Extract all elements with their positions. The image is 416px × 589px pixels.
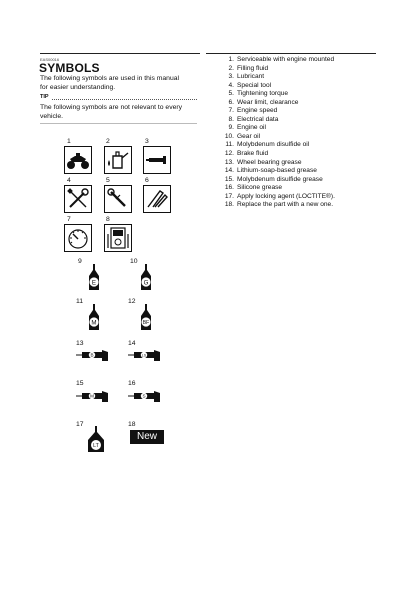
torque-wrench-icon (104, 185, 132, 213)
legend-item: 14. Lithium-soap-based grease (224, 167, 317, 175)
symbol-number-3: 3 (145, 138, 149, 145)
section-code: EAS00016 (40, 57, 60, 62)
legend-item: 6. Wear limit, clearance (228, 98, 299, 106)
intro-line-1: The following symbols are used in this manual (40, 75, 180, 82)
page-title: SYMBOLS (39, 61, 100, 75)
legend-item: 3. Lubricant (228, 73, 265, 81)
legend-item: 10. Gear oil (224, 132, 261, 140)
legend-item: 17. Apply locking agent (LOCTITE®). (224, 192, 335, 200)
symbol-number-16: 16 (128, 380, 136, 387)
legend-item: 2. Filling fluid (228, 64, 269, 72)
intro-line-2: for easier understanding. (40, 83, 116, 91)
header-rule-right (206, 53, 376, 54)
atv-engine-icon (64, 146, 92, 174)
symbol-number-2: 2 (106, 138, 110, 145)
symbol-number-11: 11 (76, 298, 84, 305)
molybdenum-grease-icon (76, 390, 112, 402)
tip-end-rule (40, 123, 197, 124)
symbol-number-4: 4 (67, 177, 71, 184)
legend-item: 15. Molybdenum disulfide grease (224, 175, 323, 183)
tachometer-icon (64, 224, 92, 252)
legend-item: 12. Brake fluid (224, 150, 269, 158)
oil-can-icon (104, 146, 132, 174)
tip-dotted-line (52, 99, 197, 100)
symbol-number-18: 18 (128, 421, 136, 428)
symbol-number-14: 14 (128, 340, 136, 347)
legend-item: 11. Molybdenum disulfide oil (225, 141, 310, 149)
new-part-badge: New (130, 430, 164, 444)
symbol-number-9: 9 (78, 258, 82, 265)
legend-item: 18. Replace the part with a new one. (224, 201, 334, 209)
locking-agent-letters: LT (93, 443, 99, 449)
header-rule-left (40, 53, 200, 54)
wrench-screwdriver-icon (64, 185, 92, 213)
symbol-number-8: 8 (106, 216, 110, 223)
molybdenum-oil-letter: M (91, 319, 97, 327)
symbol-number-17: 17 (76, 421, 84, 428)
engine-oil-letter: E (91, 279, 97, 287)
molybdenum-oil-icon (84, 304, 104, 330)
lithium-grease-icon (128, 349, 164, 361)
gear-oil-letter: G (143, 279, 149, 287)
molybdenum-grease-letter: M (90, 393, 94, 399)
gear-oil-icon (136, 264, 156, 290)
caliper-icon (143, 185, 171, 213)
grease-gun-icon (143, 146, 171, 174)
multimeter-icon (104, 224, 132, 252)
symbol-number-10: 10 (130, 258, 138, 265)
legend-item: 7. Engine speed (228, 107, 278, 115)
legend-item: 13. Wheel bearing grease (224, 158, 302, 166)
silicone-grease-letter: S (142, 393, 146, 399)
legend-item: 4. Special tool (228, 81, 272, 89)
symbol-legend (224, 56, 394, 210)
symbol-number-6: 6 (145, 177, 149, 184)
wheel-bearing-grease-letter: B (90, 352, 94, 358)
symbol-number-13: 13 (76, 340, 84, 347)
tip-line-2: vehicle. (40, 112, 64, 120)
tip-label: TIP (40, 94, 49, 100)
symbol-number-7: 7 (67, 216, 71, 223)
symbol-number-1: 1 (67, 138, 71, 145)
locking-agent-icon (84, 426, 108, 452)
brake-fluid-letter: BF (142, 320, 150, 327)
silicone-grease-icon (128, 390, 164, 402)
engine-oil-icon (84, 264, 104, 290)
legend-item: 5. Tightening torque (228, 90, 289, 98)
lithium-grease-letter: LS (141, 353, 147, 358)
symbol-number-5: 5 (106, 177, 110, 184)
brake-fluid-icon (136, 304, 156, 330)
legend-item: 1. Serviceable with engine mounted (228, 56, 335, 63)
legend-item: 8. Electrical data (228, 115, 279, 123)
symbol-number-15: 15 (76, 380, 84, 387)
tip-line-1: The following symbols are not relevant to every (40, 104, 183, 111)
legend-item: 16. Silicone grease (224, 184, 283, 192)
symbol-number-12: 12 (128, 298, 136, 305)
legend-item: 9. Engine oil (228, 124, 266, 132)
wheel-bearing-grease-icon (76, 349, 112, 361)
